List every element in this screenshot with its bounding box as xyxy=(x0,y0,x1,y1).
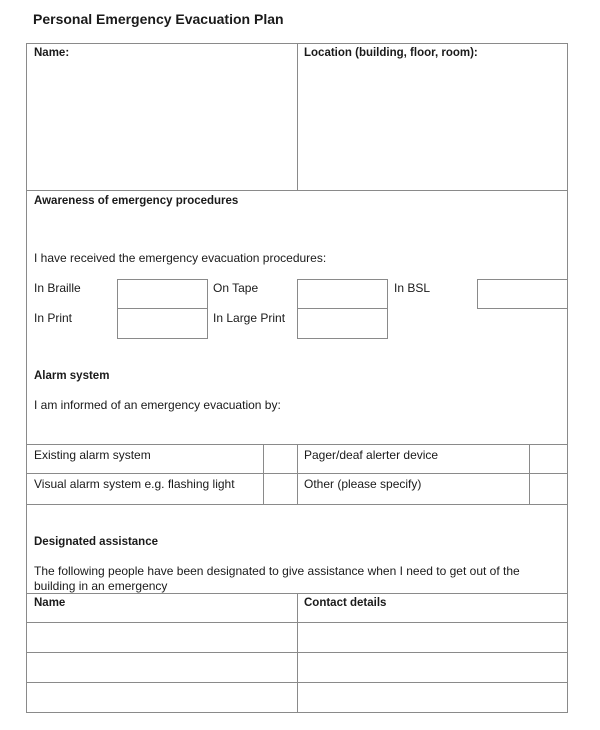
large-print-checkbox[interactable] xyxy=(297,308,388,339)
visual-alarm-checkbox[interactable] xyxy=(264,474,297,504)
name-field[interactable] xyxy=(28,62,296,189)
name-label: Name: xyxy=(34,47,70,59)
braille-checkbox[interactable] xyxy=(117,279,208,309)
assistance-intro-line1: The following people have been designated to give assistance when I need to get out of the xyxy=(34,564,520,578)
bsl-checkbox[interactable] xyxy=(477,279,568,309)
other-checkbox[interactable] xyxy=(530,474,567,504)
awareness-intro: I have received the emergency evacuation procedures: xyxy=(34,251,327,265)
tape-checkbox[interactable] xyxy=(297,279,388,309)
assistant-name-field[interactable] xyxy=(28,623,296,651)
large-print-label: In Large Print xyxy=(213,311,286,325)
assistance-intro-line2: building in an emergency xyxy=(34,579,168,593)
assistant-name-field[interactable] xyxy=(28,653,296,681)
location-label: Location (building, floor, room): xyxy=(304,47,478,59)
alarm-heading: Alarm system xyxy=(34,370,110,382)
existing-alarm-label: Existing alarm system xyxy=(34,448,151,462)
col-name-header: Name xyxy=(34,597,66,609)
pager-checkbox[interactable] xyxy=(530,445,567,473)
existing-alarm-checkbox[interactable] xyxy=(264,445,297,473)
assistance-heading: Designated assistance xyxy=(34,536,159,548)
other-label: Other (please specify) xyxy=(304,477,422,491)
alarm-intro: I am informed of an emergency evacuation by: xyxy=(34,398,281,412)
col-contact-header: Contact details xyxy=(304,597,387,609)
tape-label: On Tape xyxy=(213,281,259,295)
assistant-name-field[interactable] xyxy=(28,683,296,711)
location-field[interactable] xyxy=(299,62,566,189)
assistant-contact-field[interactable] xyxy=(299,653,566,681)
pager-label: Pager/deaf alerter device xyxy=(304,448,439,462)
print-checkbox[interactable] xyxy=(117,308,208,339)
page-title: Personal Emergency Evacuation Plan xyxy=(33,11,284,27)
visual-alarm-label: Visual alarm system e.g. flashing light xyxy=(34,477,235,491)
bsl-label: In BSL xyxy=(394,281,431,295)
braille-label: In Braille xyxy=(34,281,81,295)
awareness-heading: Awareness of emergency procedures xyxy=(34,195,239,207)
assistant-contact-field[interactable] xyxy=(299,623,566,651)
assistant-contact-field[interactable] xyxy=(299,683,566,711)
print-label: In Print xyxy=(34,311,73,325)
